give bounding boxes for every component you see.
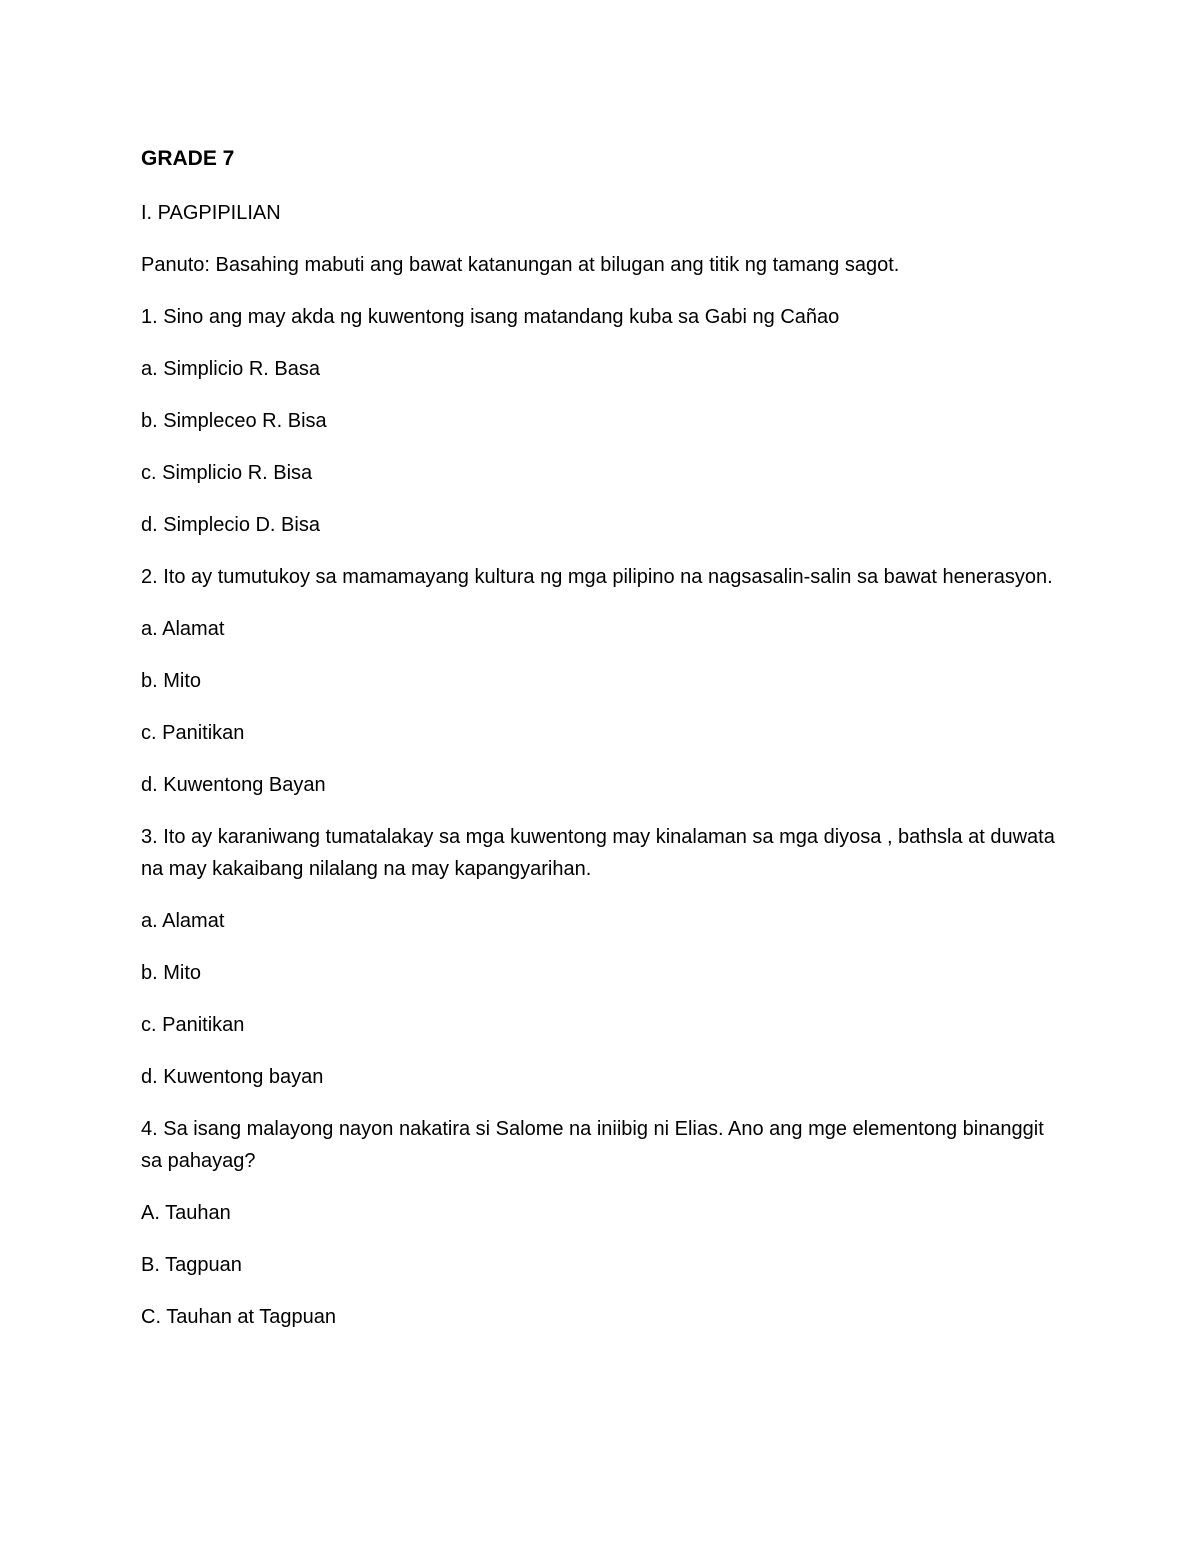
question-text: 2. Ito ay tumutukoy sa mamamayang kultura ng mga pilipino na nagsasalin-salin sa bawat henerasyon.: [141, 566, 1053, 588]
question-1: [141, 301, 1061, 541]
option-item: c. Panitikan: [141, 1014, 245, 1036]
option-item: a. Alamat: [141, 618, 225, 640]
option-item: b. Mito: [141, 670, 202, 692]
question-text: 1. Sino ang may akda ng kuwentong isang matandang kuba sa Gabi ng Cañao: [141, 306, 840, 328]
option-item: B. Tagpuan: [141, 1254, 242, 1276]
option-item: a. Alamat: [141, 910, 225, 932]
option-item: d. Simplecio D. Bisa: [141, 514, 320, 536]
section-heading: I. PAGPIPILIAN: [141, 202, 281, 224]
option-item: c. Simplicio R. Bisa: [141, 462, 313, 484]
option-item: d. Kuwentong Bayan: [141, 774, 326, 796]
option-item: c. Panitikan: [141, 722, 245, 744]
question-text: 3. Ito ay karaniwang tumatalakay sa mga kuwentong may kinalaman sa mga diyosa , bathsla at duwata na may kakaibang nilalang na may kapangyarihan.: [141, 826, 1055, 880]
option-item: C. Tauhan at Tagpuan: [141, 1306, 336, 1328]
instructions: Panuto: Basahing mabuti ang bawat katanungan at bilugan ang titik ng tamang sagot.: [141, 254, 900, 276]
option-item: d. Kuwentong bayan: [141, 1066, 324, 1088]
option-item: a. Simplicio R. Basa: [141, 358, 320, 380]
question-3: [141, 821, 1061, 1093]
option-item: b. Mito: [141, 962, 202, 984]
page-title: GRADE 7: [141, 147, 235, 170]
option-item: b. Simpleceo R. Bisa: [141, 410, 327, 432]
question-text: 4. Sa isang malayong nayon nakatira si Salome na iniibig ni Elias. Ano ang mge elementong binanggit sa pahayag?: [141, 1118, 1044, 1172]
question-2: [141, 561, 1061, 801]
question-4: [141, 1113, 1061, 1333]
document-body: [141, 143, 1061, 1353]
option-item: A. Tauhan: [141, 1202, 231, 1224]
